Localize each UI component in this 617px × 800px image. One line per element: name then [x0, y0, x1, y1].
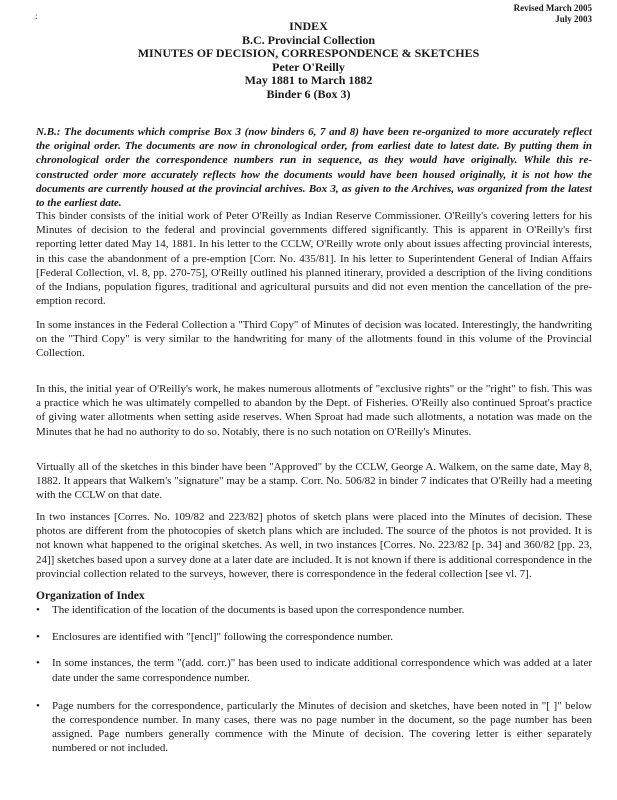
- header-collection: B.C. Provincial Collection: [241, 32, 376, 47]
- body-paragraph: Virtually all of the sketches in this binder have been "Approved" by the CCLW, George A. Walkem, on the same date, May 8, 1882. It appears that Walkem's "signature" may be a stamp. Corr. No. 506/82 in binder 7 indicates that O'Reilly had a meeting with the CCLW on that date.: [36, 461, 592, 502]
- list-item: [36, 603, 592, 617]
- body-paragraph: In two instances [Corres. No. 109/82 and 223/82] photos of sketch plans were placed into the Minutes of decision. These photos are different from the photocopies of sketch plans which are included. The source of the photos is not provided. It is not known what happened to the original sketches. As well, in two instances [Corres. No. 223/82 [p. 34] and 360/82 [pp. 23, 24]] sketches based upon a survey done at a later date are included. It is not known if there is additional correspondence in the provincial collection related to the surveys, however, there is correspondence in the federal collection [see vl. 7].: [36, 511, 592, 580]
- list-item-text: Page numbers for the correspondence, particularly the Minutes of decision and sketches, have been noted in "[ ]" below the correspondence number. In many cases, there was no page number in the document, so the page number has been assigned. Page numbers generally commence with the Minute of decision. The covering letter is either separately numbered or not included.: [52, 699, 592, 755]
- header-title: INDEX: [289, 19, 328, 33]
- nota-bene-paragraph: N.B.: The documents which comprise Box 3 (now binders 6, 7 and 8) have been re-organized to more accurately reflect the original order. The documents are now in chronological order, from earliest date to latest date. By putting them in chronological order the correspondence numbers run in sequence, as they would have originally. While this re-constructed order more accurately reflects how the documents would have been housed originally, it is not how the documents are currently housed at the provincial archives. Box 3, as given to the Archives, was organized from the latest to the earliest date.: [36, 126, 592, 210]
- bullet-icon: •: [36, 604, 40, 616]
- list-item: [36, 656, 592, 684]
- list-item-text: The identification of the location of the documents is based upon the correspondence number.: [52, 604, 465, 616]
- body-paragraph: In this, the initial year of O'Reilly's work, he makes numerous allotments of "exclusive rights" or the "right" to fish. This was a practice which he was ultimately compelled to abandon by the Dept. of Fisheries. O'Reilly also continued Sproat's practice of giving water allotments when setting aside reserves. When Sproat had made such allotments, a notation was made on the Minutes that he had no authority to do so. Notably, there is no such notation on O'Reilly's Minutes.: [36, 383, 592, 438]
- header-binder: Binder 6 (Box 3): [266, 86, 351, 101]
- bullet-icon: •: [36, 631, 40, 644]
- header-date-range: May 1881 to March 1882: [244, 73, 373, 87]
- revision-date-2: July 2003: [555, 14, 592, 24]
- bullet-icon: •: [36, 699, 40, 712]
- corner-mark: :: [35, 11, 38, 21]
- list-item: [36, 630, 592, 644]
- body-paragraph: This binder consists of the initial work of Peter O'Reilly as Indian Reserve Commissioner. O'Reilly's covering letters for his Minutes of decision to the federal and provincial governments differed significantly. This is apparent in O'Reilly's first reporting letter dated May 14, 1881. In his letter to the CCLW, O'Reilly wrote only about issues affecting provincial interests, in this case the abandonment of a pre-emption [Corr. No. 435/81]. In his letter to Superintendent General of Indian Affairs [Federal Collection, vl. 8, pp. 270-75], O'Reilly outlined his planned itinerary, provided a description of the living conditions of the Indians, population figures, traditional and agricultural pursuits and did not even mention the cancellation of the pre-emption record.: [36, 210, 592, 308]
- body-paragraph: In some instances in the Federal Collection a "Third Copy" of Minutes of decision was located. Interestingly, the handwriting on the "Third Copy" is very similar to the handwriting for many of the allotments found in this volume of the Provincial Collection.: [36, 319, 592, 360]
- list-item: [36, 699, 592, 756]
- bullet-icon: •: [36, 657, 40, 670]
- header-subject: MINUTES OF DECISION, CORRESPONDENCE & SKETCHES: [137, 46, 480, 60]
- list-item-text: In some instances, the term "(add. corr.)" has been used to indicate additional correspondence which was added at a later date under the same correspondence number.: [52, 657, 592, 684]
- document-header: [0, 20, 617, 101]
- organization-heading: Organization of Index: [36, 590, 145, 602]
- revision-date-1: Revised March 2005: [513, 3, 592, 13]
- organization-list: [36, 603, 592, 756]
- header-person: Peter O'Reilly: [272, 59, 345, 74]
- list-item-text: Enclosures are identified with "[encl]" following the correspondence number.: [52, 631, 394, 644]
